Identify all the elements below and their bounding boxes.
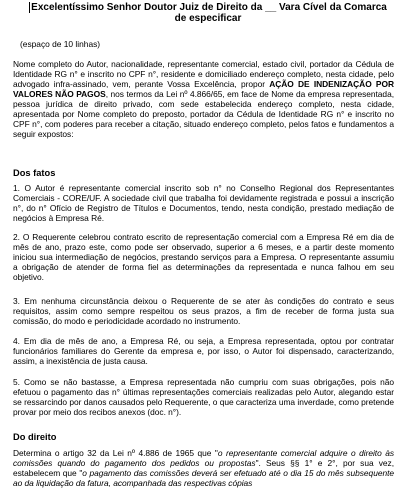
intro-paragraph bbox=[13, 59, 394, 139]
law-quote-2: o pagamento das comissões deverá ser efetuado até o dia 15 do mês subsequente ao da liquidação da fatura, acompanhada das respectivas cópias bbox=[13, 468, 394, 489]
intro-text-end: , nos termos da Lei nº 4.866/65, em face de Nome da empresa representada, pessoa jurídica de direito privado, com sede estabelecida endereço completo, nesta cidade, apresentada por Nome completo do preposto, portador da Cédula de Identidade RG n° e inscrito no CPF n°, com poderes para receber a citação, situado endereço completo, pelos fatos e fundamentos a seguir expostos: bbox=[13, 89, 394, 140]
fact-paragraph-4: 4. Em dia de mês de ano, a Empresa Ré, ou seja, a Empresa representada, optou por contratar funcionários familiares do Gerente da empresa e, por isso, o Autor foi dispensado, caracterizando, assim, a inexistência de justa causa. bbox=[13, 336, 394, 367]
page-title bbox=[22, 2, 394, 24]
law-text-start: Determina o artigo 32 da Lei nº 4.886 de 1965 que " bbox=[13, 448, 218, 458]
fact-paragraph-5: 5. Como se não bastasse, a Empresa representada não cumpriu com suas obrigações, pois não efetuou o pagamento das n° últimas representações comerciais realizadas pelo Autor, alegando estar se ressarcindo por danos causados pelo Requerente, o que caracteriza uma inverdade, como pretende provar por meio dos recibos anexos (doc. n°). bbox=[13, 377, 394, 418]
fact-paragraph-2: 2. O Requerente celebrou contrato escrito de representação comercial com a Empresa Ré em dia de mês de ano, prazo este, como pode ser observado, superior a 6 meses, e a partir deste momento iniciou sua intermediação de negócios, prestando serviços para a Empresa. O representante assumiu a obrigação de atender de forma fiel as determinações da representada e nunca falhou em seu objetivo. bbox=[13, 232, 394, 283]
law-paragraph-1 bbox=[13, 448, 394, 488]
law-text-mid: ". Seus §§ 1° e 2°, por sua vez, estabelecem que " bbox=[13, 458, 394, 479]
law-heading: Do direito bbox=[13, 432, 57, 442]
title-line-1-text: Excelentíssimo Senhor Doutor Juiz de Direito da __ Vara Cível da Comarca bbox=[31, 2, 387, 13]
intro-text-start: Nome completo do Autor, nacionalidade, representante comercial, estado civil, portador da Cédula de Identidade RG n° e inscrito no CPF n°, residente e domiciliado endereço completo, nesta cidade, pelo advogado infra-assinado, vem, perante Vossa Excelência, propor bbox=[13, 59, 394, 90]
facts-heading: Dos fatos bbox=[13, 168, 56, 178]
title-line-2: de especificar bbox=[174, 13, 242, 24]
fact-paragraph-1: 1. O Autor é representante comercial inscrito sob n° no Conselho Regional dos Representantes Comerciais - CORE/UF. A sociedade civil que trabalha foi devidamente registrada e possui a inscrição n°, do n° Ofício de Registro de Títulos e Documentos, tendo, nesta condição, prestado mediação de negócios à Empresa Ré. bbox=[13, 183, 394, 224]
space-note: (espaço de 10 linhas) bbox=[20, 39, 101, 49]
law-quote-1: o representante comercial adquire o direito às comissões quando do pagamento dos pedidos ou propostas bbox=[13, 448, 394, 469]
title-line-1 bbox=[22, 2, 394, 13]
fact-paragraph-3: 3. Em nenhuma circunstância deixou o Requerente de se ater às condições do contrato e seus requisitos, assim como sempre respeitou os seus prazos, a fim de receber de forma justa sua comissão, do modo e periodicidade acordado no instrumento. bbox=[13, 296, 394, 327]
action-title: AÇÃO DE INDENIZAÇÃO POR VALORES NÃO PAGOS bbox=[13, 79, 394, 100]
